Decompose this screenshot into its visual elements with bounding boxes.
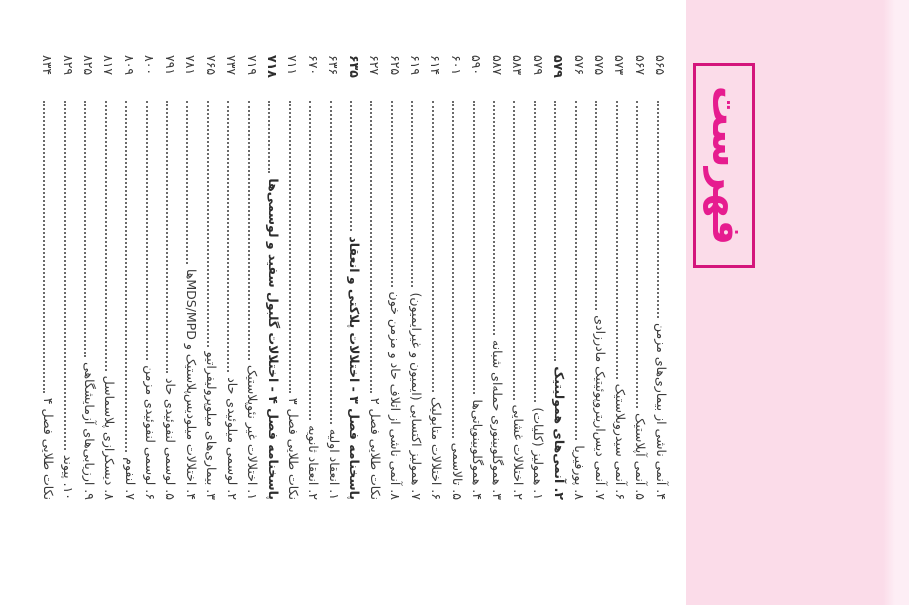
toc-row xyxy=(306,55,326,500)
dotted-leader xyxy=(391,101,393,287)
toc-row xyxy=(511,55,531,500)
toc-row xyxy=(327,55,347,500)
toc-page-number: ۵۷۵ xyxy=(592,55,607,76)
toc-list xyxy=(40,55,674,500)
toc-page-number: ۶۷۰ xyxy=(305,55,321,76)
dotted-leader xyxy=(370,101,372,393)
toc-entry-title: نکات طلایی فصل ۴ xyxy=(40,397,56,500)
header-band xyxy=(686,0,909,605)
dotted-leader xyxy=(268,101,270,173)
toc-page-number: ۵۷۹ xyxy=(530,55,546,76)
dotted-leader xyxy=(534,101,536,402)
toc-entry-title: ۳. هموگلوبینوری حمله‌ای شبانه xyxy=(490,339,506,500)
toc-entry-title: پاسخنامه فصل ۳ - اختلالات پلاکتی و انعقاد xyxy=(347,236,363,500)
dotted-leader xyxy=(411,101,413,287)
dotted-leader xyxy=(187,101,189,264)
dotted-leader xyxy=(248,101,250,360)
toc-row xyxy=(592,55,612,500)
toc-entry-title: ۹. ارزیابی‌های آزمایشگاهی xyxy=(81,362,97,500)
toc-entry-title: ۶. اختلالات متابولیک xyxy=(429,397,445,500)
dotted-leader xyxy=(166,101,168,373)
toc-row xyxy=(449,55,469,500)
toc-page-number: ۵۶۵ xyxy=(653,55,669,76)
toc-entry-title: ۲. اختلالات غشایی xyxy=(510,404,526,500)
toc-page-number: ۸۰۹ xyxy=(121,55,137,76)
toc-page-number: ۶۱۴ xyxy=(428,55,444,76)
toc-page-number: ۵۹۰ xyxy=(469,55,485,76)
toc-entry-title: ۴. هموگلوبینوپاتی‌ها xyxy=(470,399,485,500)
toc-entry-title: ۴. اختلالات میلودیس‌پلاستیک و MDS/MPDها xyxy=(183,268,199,500)
toc-page-number: ۶۰۱ xyxy=(448,55,464,76)
toc-entry-title: نکات طلایی فصل ۳ xyxy=(286,397,302,500)
toc-row xyxy=(102,55,122,500)
toc-row xyxy=(204,55,224,500)
dotted-leader xyxy=(105,101,107,371)
toc-page-number: ۷۱۹ xyxy=(244,55,260,76)
toc-page-number: ۵۷۹ xyxy=(551,55,567,78)
dotted-leader xyxy=(146,101,148,360)
toc-page-number: ۸۳۴ xyxy=(40,55,56,76)
toc-entry-title: ۷. آنمی دیس‌اریتروپوئیتیک مادرزادی xyxy=(592,315,608,500)
toc-entry-title: ۳. بیماری‌های میلوپرولیفراتیو xyxy=(204,351,220,500)
dotted-leader xyxy=(227,101,229,372)
toc-entry-title: ۵. تالاسمی xyxy=(449,442,465,500)
toc-page-number: ۶۳۶ xyxy=(326,55,342,76)
dotted-leader xyxy=(636,101,638,408)
toc-entry-title: ۱. همولیز (کلیات) xyxy=(531,407,547,500)
dotted-leader xyxy=(84,101,86,357)
dotted-leader xyxy=(43,101,45,393)
toc-page-number: ۶۳۵ xyxy=(346,55,362,78)
toc-entry-title: ۱. انعقاد اولیه xyxy=(326,428,342,500)
toc-row xyxy=(613,55,633,500)
toc-row xyxy=(184,55,204,500)
toc-entry-title: ۱۰. پیوند xyxy=(61,454,77,500)
toc-entry-title: ۲. آنمی‌های همولیتیک xyxy=(551,366,567,500)
dotted-leader xyxy=(452,101,454,438)
toc-row xyxy=(429,55,449,500)
toc-row xyxy=(40,55,60,500)
toc-row xyxy=(490,55,510,500)
toc-entry-title: ۱. اختلالات غیر نئوپلاستیک xyxy=(245,365,261,500)
toc-row xyxy=(531,55,551,500)
dotted-leader xyxy=(207,101,209,347)
toc-page-number: ۸۲۵ xyxy=(81,55,97,76)
toc-page-number: ۷۱۸ xyxy=(265,55,280,78)
toc-page-number: ۵۸۳ xyxy=(510,55,526,76)
toc-page-number: ۶۱۹ xyxy=(408,55,424,76)
toc-page-number: ۷۹۱ xyxy=(162,55,178,76)
dotted-leader xyxy=(330,101,332,424)
toc-entry-title: نکات طلایی فصل ۲ xyxy=(367,397,383,500)
toc-page-number: ۷۳۷ xyxy=(224,55,240,76)
toc-row xyxy=(633,55,653,500)
toc-row xyxy=(163,55,183,500)
toc-row xyxy=(347,55,367,500)
toc-page-number: ۷۸۱ xyxy=(183,55,199,76)
toc-page-number: ۷۱۱ xyxy=(285,55,301,76)
dotted-leader xyxy=(657,101,659,318)
contents-title-box xyxy=(693,63,755,268)
toc-page-number: ۵۷۶ xyxy=(571,55,587,76)
toc-page-number: ۸۲۹ xyxy=(60,55,76,76)
toc-row xyxy=(654,55,674,500)
toc-entry-title: پاسخنامه فصل ۴ - اختلالات گلبول سفید و لوسمی‌ها xyxy=(265,178,281,500)
contents-heading: فهرست xyxy=(703,85,749,246)
toc-page-number: ۸۰۰ xyxy=(142,55,158,76)
dotted-leader xyxy=(575,101,577,440)
toc-row xyxy=(388,55,408,500)
dotted-leader xyxy=(616,101,618,379)
toc-page-number: ۷۶۵ xyxy=(203,55,219,76)
toc-row xyxy=(245,55,265,500)
toc-entry-title: ۸. پورفیریا xyxy=(572,445,588,500)
toc-page-number: ۵۶۷ xyxy=(632,55,648,76)
toc-page-number: ۶۲۵ xyxy=(387,55,403,76)
toc-page-number: ۵۷۳ xyxy=(612,55,628,76)
dotted-leader xyxy=(64,101,66,450)
toc-page-number: ۶۲۷ xyxy=(367,55,383,76)
toc-entry-title: ۲. لوسمی میلوئیدی حاد xyxy=(224,377,240,500)
toc-entry-title: ۴. آنمی ناشی از بیماری‌های مزمن xyxy=(653,323,669,500)
toc-entry-title: ۶. آنمی سیدروبلاستیک xyxy=(613,383,629,500)
toc-row xyxy=(572,55,592,500)
toc-entry-title: ۲. انعقاد ثانویه xyxy=(306,425,322,500)
toc-row xyxy=(122,55,142,500)
toc-entry-title: ۸. دیسکرازی پلاسماسل xyxy=(102,375,118,500)
toc-row xyxy=(408,55,428,500)
toc-row xyxy=(265,55,285,500)
dotted-leader xyxy=(514,101,516,400)
toc-entry-title: ۷. لنفوم xyxy=(122,457,138,500)
toc-row xyxy=(286,55,306,500)
toc-entry-title: ۶. لوسمی لنفوئیدی مزمن xyxy=(143,365,158,500)
toc-row xyxy=(367,55,387,500)
dotted-leader xyxy=(595,101,597,310)
toc-page-number: ۸۱۷ xyxy=(101,55,117,76)
dotted-leader xyxy=(493,101,495,335)
toc-row xyxy=(224,55,244,500)
toc-row xyxy=(81,55,101,500)
toc-row xyxy=(143,55,163,500)
toc-entry-title: ۷. همولیز اکتسابی (ایمیون و غیرایمیون) xyxy=(408,292,424,500)
toc-entry-title: ۵. لوسمی لنفوئیدی حاد xyxy=(163,377,179,500)
dotted-leader xyxy=(309,101,311,420)
dotted-leader xyxy=(554,101,556,361)
toc-row xyxy=(61,55,81,500)
toc-entry-title: ۸. آنمی ناشی از اتلاف حاد و مزمن خون xyxy=(388,291,404,500)
dotted-leader xyxy=(125,101,127,452)
dotted-leader xyxy=(432,101,434,392)
dotted-leader xyxy=(289,101,291,393)
toc-row xyxy=(470,55,490,500)
dotted-leader xyxy=(473,101,475,394)
toc-row xyxy=(551,55,571,500)
toc-entry-title: ۵. آنمی آپلاستیک xyxy=(633,413,649,500)
toc-page-number: ۵۸۷ xyxy=(489,55,505,76)
dotted-leader xyxy=(350,101,352,231)
